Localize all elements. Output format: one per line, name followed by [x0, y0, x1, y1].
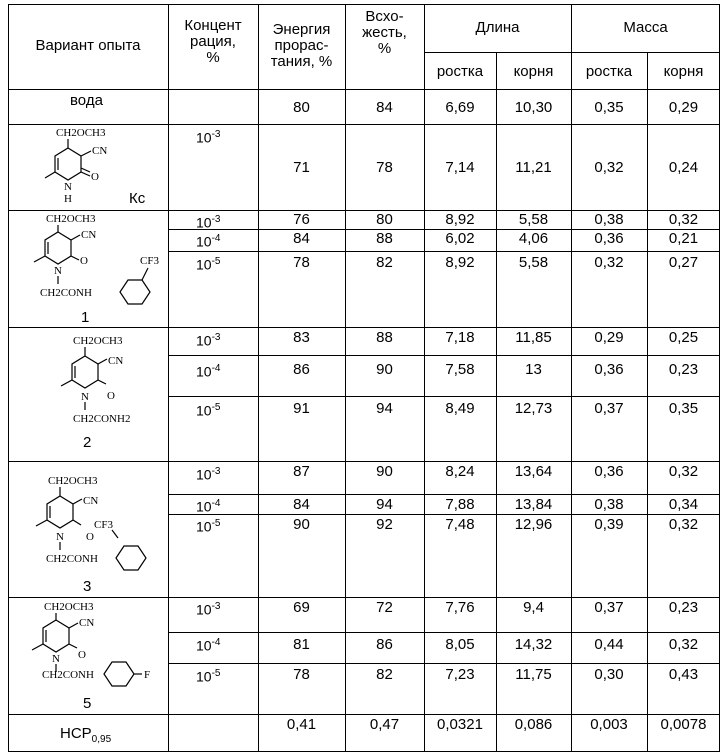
- c1-r2-mass-root: 0,21: [668, 230, 699, 247]
- compound-5-f: F: [144, 669, 151, 681]
- c3-r1-germination: 90: [376, 463, 393, 480]
- compound-2-label: 2: [83, 434, 92, 451]
- c1-r2-length-sprout: 6,02: [445, 230, 475, 247]
- compound-2-chain: CH2CONH2: [73, 413, 131, 425]
- c2-r3-length-root: 12,73: [514, 400, 553, 417]
- kc-cn: CN: [92, 145, 108, 157]
- c3-r2-energy: 84: [293, 496, 310, 513]
- c2-r3-mass-sprout: 0,37: [594, 400, 624, 417]
- c1-r3-length-sprout: 8,92: [445, 254, 475, 271]
- header-concentration-line3: %: [206, 49, 220, 66]
- water-mass-sprout: 0,35: [594, 99, 624, 116]
- lsd-mass-root: 0,0078: [660, 716, 707, 733]
- c5-r1-conc-base: 10: [196, 601, 212, 618]
- c3-r3-mass-root: 0,32: [668, 516, 699, 533]
- compound-5-label: 5: [83, 695, 92, 712]
- c5-r3-conc-exp: -5: [211, 668, 221, 679]
- compound-3-cf3: CF3: [94, 519, 113, 531]
- compound-2-substituent: CH2OCH3: [73, 335, 123, 347]
- c5-r2-length-sprout: 8,05: [445, 636, 475, 653]
- lsd-label-sub: 0,95: [91, 734, 112, 745]
- header-mass: Масса: [623, 19, 668, 36]
- header-length-root: корня: [513, 63, 554, 80]
- compound-5-substituent: CH2OCH3: [44, 601, 94, 613]
- c5-r1-mass-root: 0,23: [668, 599, 699, 616]
- kc-conc-exp: -3: [211, 129, 221, 140]
- c1-r3-germination: 82: [376, 254, 393, 271]
- c1-r1-mass-sprout: 0,38: [594, 211, 624, 228]
- kc-concentration: [196, 127, 220, 146]
- c1-r3-length-root: 5,58: [518, 254, 549, 271]
- lsd-germination: 0,47: [369, 716, 400, 733]
- lsd-label-text: НСР: [60, 725, 92, 742]
- kc-n: N: [64, 181, 72, 193]
- c5-r1-concentration: [196, 599, 220, 618]
- c2-r1-mass-root: 0,25: [668, 329, 699, 346]
- lsd-label: [60, 726, 111, 748]
- water-germination: 84: [376, 99, 393, 116]
- water-mass-root: 0,29: [668, 99, 699, 116]
- c3-r2-length-sprout: 7,88: [445, 496, 475, 513]
- c3-r1-mass-sprout: 0,36: [594, 463, 624, 480]
- c5-r2-conc-exp: -4: [211, 637, 221, 648]
- c3-r1-length-sprout: 8,24: [445, 463, 475, 480]
- c3-r1-mass-root: 0,32: [668, 463, 699, 480]
- c1-r2-germination: 88: [376, 230, 393, 247]
- c1-r1-conc-base: 10: [196, 214, 212, 231]
- kc-structure: [28, 124, 138, 210]
- compound-2-n: N: [81, 391, 89, 403]
- c1-r1-germination: 80: [376, 211, 393, 228]
- compound-3-o: O: [86, 531, 94, 543]
- c3-r2-conc-base: 10: [196, 498, 212, 515]
- c3-r1-conc-exp: -3: [211, 466, 221, 477]
- c3-r2-germination: 94: [376, 496, 393, 513]
- c5-r3-mass-sprout: 0,30: [594, 666, 624, 683]
- header-length: Длина: [475, 19, 520, 36]
- compound-1-chain: CH2CONH: [40, 287, 92, 299]
- lsd-energy: 0,41: [286, 716, 317, 733]
- c2-r3-conc-base: 10: [196, 402, 212, 419]
- c5-r1-length-sprout: 7,76: [445, 599, 475, 616]
- kc-h: H: [64, 193, 72, 205]
- c2-r2-concentration: [196, 361, 220, 380]
- kc-length-sprout: 7,14: [445, 159, 475, 176]
- c5-r1-germination: 72: [376, 599, 393, 616]
- lsd-length-sprout: 0,0321: [437, 716, 483, 733]
- c3-r1-energy: 87: [293, 463, 310, 480]
- c3-r2-mass-root: 0,34: [668, 496, 699, 513]
- c1-r2-conc-exp: -4: [211, 233, 221, 244]
- compound-2-o: O: [107, 390, 115, 402]
- c1-r1-length-root: 5,58: [518, 211, 549, 228]
- compound-3-cn: CN: [83, 495, 99, 507]
- header-concentration-line2: рация,: [190, 33, 236, 50]
- c1-r1-concentration: [196, 212, 220, 231]
- compound-5-n: N: [52, 653, 60, 665]
- c1-r1-energy: 76: [293, 211, 310, 228]
- c2-r3-energy: 91: [293, 400, 310, 417]
- c5-r2-concentration: [196, 635, 220, 654]
- c1-r1-mass-root: 0,32: [668, 211, 699, 228]
- header-mass-root: корня: [663, 63, 704, 80]
- c1-r3-conc-base: 10: [196, 256, 212, 273]
- c2-r1-length-root: 11,85: [515, 329, 552, 346]
- c3-r3-mass-sprout: 0,39: [594, 516, 624, 533]
- c2-r3-conc-exp: -5: [211, 402, 221, 413]
- c2-r2-mass-root: 0,23: [668, 361, 699, 378]
- c5-r3-concentration: [196, 666, 220, 685]
- c5-r1-length-root: 9,4: [523, 599, 544, 616]
- c1-r2-conc-base: 10: [196, 233, 212, 250]
- c5-r3-germination: 82: [376, 666, 393, 683]
- header-germination-line1: Всхо-: [365, 8, 404, 25]
- compound-2-cn: CN: [108, 355, 124, 367]
- compound-5-o: O: [78, 649, 86, 661]
- water-length-sprout: 6,69: [445, 99, 475, 116]
- c5-r2-conc-base: 10: [196, 637, 212, 654]
- lsd-mass-sprout: 0,003: [590, 716, 628, 733]
- c2-r1-energy: 83: [293, 329, 310, 346]
- c3-r3-energy: 90: [293, 516, 310, 533]
- kc-mass-root: 0,24: [668, 159, 699, 176]
- c3-r2-concentration: [196, 496, 220, 515]
- c2-r3-germination: 94: [376, 400, 393, 417]
- c2-r1-conc-exp: -3: [211, 332, 221, 343]
- compound-3-structure: [22, 472, 168, 582]
- header-germination-line3: %: [377, 40, 392, 57]
- header-energy-line3: тания, %: [270, 53, 333, 70]
- c1-r3-mass-sprout: 0,32: [594, 254, 624, 271]
- header-energy: [258, 22, 345, 70]
- c1-r3-energy: 78: [293, 254, 310, 271]
- kc-o: O: [91, 171, 99, 183]
- kc-label: Кс: [129, 190, 146, 207]
- compound-5-structure: [18, 598, 168, 698]
- compound-1-n: N: [54, 265, 62, 277]
- c2-r2-conc-base: 10: [196, 363, 212, 380]
- c5-r1-mass-sprout: 0,37: [594, 599, 624, 616]
- c5-r2-energy: 81: [293, 636, 310, 653]
- compound-1-cf3: CF3: [140, 255, 159, 267]
- header-length-sprout: ростка: [436, 63, 484, 80]
- compound-3-chain: CH2CONH: [46, 553, 98, 565]
- compound-3-substituent: CH2OCH3: [48, 475, 98, 487]
- water-energy: 80: [293, 99, 310, 116]
- c2-r2-mass-sprout: 0,36: [594, 361, 624, 378]
- c5-r3-conc-base: 10: [196, 668, 212, 685]
- c3-r3-conc-base: 10: [196, 518, 212, 535]
- c3-r3-length-root: 12,96: [514, 516, 553, 533]
- c3-r1-concentration: [196, 464, 220, 483]
- c3-r2-length-root: 13,84: [514, 496, 553, 513]
- c1-r3-conc-exp: -5: [211, 256, 221, 267]
- c2-r1-germination: 88: [376, 329, 393, 346]
- c5-r3-length-sprout: 7,23: [445, 666, 475, 683]
- c1-r2-mass-sprout: 0,36: [594, 230, 624, 247]
- c1-r3-mass-root: 0,27: [668, 254, 699, 271]
- c2-r2-length-sprout: 7,58: [445, 361, 475, 378]
- c2-r2-length-root: 13: [525, 361, 542, 378]
- header-variant: Вариант опыта: [35, 37, 141, 54]
- c5-r2-length-root: 14,32: [514, 636, 553, 653]
- kc-energy: 71: [293, 159, 310, 176]
- header-germination: [345, 9, 424, 57]
- compound-3-n: N: [56, 531, 64, 543]
- compound-3-label: 3: [83, 578, 92, 595]
- c5-r2-mass-sprout: 0,44: [594, 636, 624, 653]
- compound-1-structure: [18, 210, 168, 310]
- c2-r1-mass-sprout: 0,29: [594, 329, 624, 346]
- c2-r2-germination: 90: [376, 361, 393, 378]
- c1-r2-energy: 84: [293, 230, 310, 247]
- c2-r3-concentration: [196, 400, 220, 419]
- compound-5-cn: CN: [79, 617, 95, 629]
- c5-r1-conc-exp: -3: [211, 601, 221, 612]
- c5-r2-mass-root: 0,32: [668, 636, 699, 653]
- kc-conc-base: 10: [196, 129, 212, 146]
- c3-r2-mass-sprout: 0,38: [594, 496, 624, 513]
- header-mass-sprout: ростка: [585, 63, 633, 80]
- c1-r3-concentration: [196, 254, 220, 273]
- c2-r3-mass-root: 0,35: [668, 400, 699, 417]
- c2-r3-length-sprout: 8,49: [445, 400, 475, 417]
- c3-r3-conc-exp: -5: [211, 518, 221, 529]
- c3-r1-length-root: 13,64: [514, 463, 553, 480]
- compound-2-structure: [33, 330, 163, 430]
- header-energy-line2: прорас-: [274, 37, 329, 54]
- header-germination-line2: жесть,: [362, 24, 407, 41]
- c5-r1-energy: 69: [293, 599, 310, 616]
- c3-r3-concentration: [196, 516, 220, 535]
- compound-1-substituent: CH2OCH3: [46, 213, 96, 225]
- header-concentration-line1: Концент: [184, 17, 242, 34]
- kc-substituent: CH2OCH3: [56, 127, 106, 139]
- c2-r1-conc-base: 10: [196, 332, 212, 349]
- c3-r3-length-sprout: 7,48: [445, 516, 475, 533]
- lsd-length-root: 0,086: [514, 716, 553, 733]
- c2-r2-energy: 86: [293, 361, 310, 378]
- c3-r1-conc-base: 10: [196, 466, 212, 483]
- c1-r2-concentration: [196, 231, 220, 250]
- kc-mass-sprout: 0,32: [594, 159, 624, 176]
- c3-r2-conc-exp: -4: [211, 498, 221, 509]
- compound-1-label: 1: [81, 309, 90, 326]
- compound-5-chain: CH2CONH: [42, 669, 94, 681]
- header-concentration: [168, 18, 258, 66]
- kc-length-root: 11,21: [515, 159, 552, 176]
- compound-1-o: O: [80, 255, 88, 267]
- c2-r2-conc-exp: -4: [211, 363, 221, 374]
- c3-r3-germination: 92: [376, 516, 393, 533]
- c5-r3-energy: 78: [293, 666, 310, 683]
- c2-r1-concentration: [196, 330, 220, 349]
- c5-r3-length-root: 11,75: [515, 666, 552, 683]
- kc-germination: 78: [376, 159, 393, 176]
- c1-r1-conc-exp: -3: [211, 214, 221, 225]
- c1-r2-length-root: 4,06: [518, 230, 549, 247]
- water-length-root: 10,30: [514, 99, 553, 116]
- water-label: вода: [70, 92, 103, 109]
- compound-1-cn: CN: [81, 229, 97, 241]
- c1-r1-length-sprout: 8,92: [445, 211, 475, 228]
- c5-r3-mass-root: 0,43: [668, 666, 699, 683]
- c5-r2-germination: 86: [376, 636, 393, 653]
- c2-r1-length-sprout: 7,18: [445, 329, 475, 346]
- header-energy-line1: Энергия: [272, 21, 331, 38]
